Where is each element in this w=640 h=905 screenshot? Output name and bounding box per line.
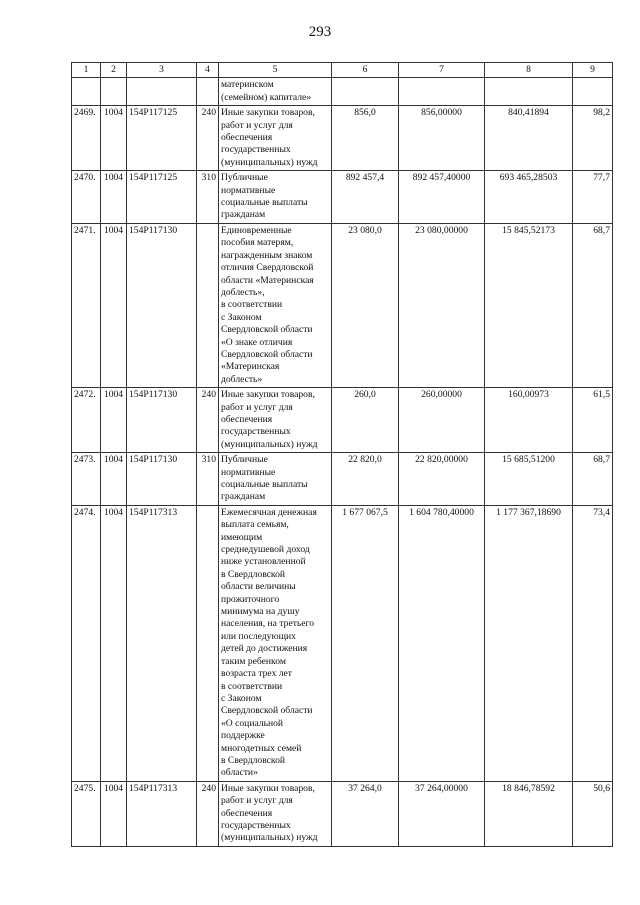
execution-percent-cell [573, 78, 613, 106]
revised-amount-text: 856,00000 [421, 107, 462, 119]
table-row [72, 388, 613, 453]
expense-type-cell [197, 106, 219, 171]
description-text: Единовременные пособия матерям, награжденным знаком отличия Свердловской области «Материнская доблесть», в соответствии с Законом Свердловской области «О знаке отличия Свердловской области «Материнская доблесть» [221, 224, 314, 385]
section-code-cell [101, 171, 127, 224]
expense-type-text: 310 [201, 454, 216, 466]
row-number-cell [72, 453, 101, 506]
planned-amount-cell [332, 505, 399, 781]
planned-amount-cell [332, 388, 399, 453]
description-cell [219, 171, 332, 224]
section-code-text: 1004 [103, 454, 124, 466]
description-cell [219, 388, 332, 453]
section-code-cell [101, 453, 127, 506]
section-code-cell [101, 505, 127, 781]
description-cell [219, 781, 332, 846]
row-number-text: 2471. [74, 224, 96, 236]
header-cell: 2 [101, 63, 127, 78]
target-article-cell [127, 388, 197, 453]
executed-amount-text: 1 177 367,18690 [496, 506, 561, 518]
revised-amount-cell [399, 453, 485, 506]
section-code-text: 1004 [103, 224, 124, 236]
expense-type-cell [197, 388, 219, 453]
planned-amount-cell [332, 781, 399, 846]
execution-percent-cell [573, 223, 613, 387]
revised-amount-text: 22 820,00000 [415, 454, 468, 466]
revised-amount-cell [399, 171, 485, 224]
description-cell [219, 106, 332, 171]
executed-amount-cell [485, 223, 573, 387]
executed-amount-cell [485, 781, 573, 846]
revised-amount-text: 260,00000 [421, 389, 462, 401]
header-cell: 5 [219, 63, 332, 78]
execution-percent-text: 77,7 [593, 172, 610, 184]
target-article-text: 154P117313 [129, 782, 178, 794]
description-text: Иные закупки товаров, работ и услуг для обеспечения государственных (муниципальных) нужд [221, 107, 318, 168]
expense-type-text: 240 [201, 782, 216, 794]
section-code-text: 1004 [103, 506, 124, 518]
table-row [72, 106, 613, 171]
table-row [72, 453, 613, 506]
page-number: 293 [308, 24, 332, 40]
row-number-cell [72, 505, 101, 781]
revised-amount-cell [399, 781, 485, 846]
planned-amount-cell [332, 223, 399, 387]
section-code-cell [101, 388, 127, 453]
section-code-text: 1004 [103, 782, 124, 794]
header-cell: 4 [197, 63, 219, 78]
revised-amount-text: 1 604 780,40000 [409, 506, 474, 518]
target-article-cell [127, 78, 197, 106]
target-article-text: 154P117125 [129, 172, 178, 184]
execution-percent-cell [573, 388, 613, 453]
header-cell: 1 [72, 63, 101, 78]
description-text: Ежемесячная денежная выплата семьям, имеющим среднедушевой доход ниже установленной в Свердловской области величины прожиточного минимума на душу населения, на третьего или последующих детей до достижения таким ребенком возраста трех лет в соответствии с Законом Свердловской области «О социальной поддержке многодетных семей в Свердловской области» [221, 506, 317, 779]
planned-amount-cell [332, 453, 399, 506]
planned-amount-cell [332, 78, 399, 106]
execution-percent-cell [573, 781, 613, 846]
table-row [72, 78, 613, 106]
section-code-text: 1004 [103, 172, 124, 184]
planned-amount-text: 23 080,0 [348, 224, 382, 236]
planned-amount-cell [332, 171, 399, 224]
row-number-text: 2469. [74, 107, 96, 119]
target-article-cell [127, 171, 197, 224]
execution-percent-cell [573, 453, 613, 506]
executed-amount-cell [485, 388, 573, 453]
description-cell [219, 223, 332, 387]
header-cell: 8 [485, 63, 573, 78]
header-cell: 6 [332, 63, 399, 78]
executed-amount-text: 15 685,51200 [502, 454, 555, 466]
expense-type-text: 240 [201, 389, 216, 401]
section-code-cell [101, 78, 127, 106]
planned-amount-text: 260,0 [354, 389, 376, 401]
table-row [72, 223, 613, 387]
execution-percent-text: 98,2 [593, 107, 610, 119]
target-article-text: 154P117313 [129, 506, 178, 518]
description-cell [219, 505, 332, 781]
section-code-cell [101, 781, 127, 846]
budget-table [71, 62, 613, 847]
target-article-text: 154P117125 [129, 107, 178, 119]
section-code-text: 1004 [103, 107, 124, 119]
target-article-cell [127, 106, 197, 171]
expense-type-text: 310 [201, 172, 216, 184]
execution-percent-cell [573, 106, 613, 171]
description-cell [219, 453, 332, 506]
target-article-cell [127, 781, 197, 846]
executed-amount-text: 18 846,78592 [502, 782, 555, 794]
revised-amount-text: 892 457,40000 [412, 172, 471, 184]
header-row [72, 63, 613, 78]
executed-amount-cell [485, 78, 573, 106]
expense-type-text: 240 [201, 107, 216, 119]
description-text: Публичные нормативные социальные выплаты гражданам [221, 454, 308, 503]
description-text: Иные закупки товаров, работ и услуг для обеспечения государственных (муниципальных) нужд [221, 782, 318, 844]
executed-amount-cell [485, 106, 573, 171]
revised-amount-cell [399, 505, 485, 781]
row-number-cell [72, 78, 101, 106]
header-cell: 7 [399, 63, 485, 78]
execution-percent-text: 61,5 [593, 389, 610, 401]
execution-percent-cell [573, 171, 613, 224]
section-code-cell [101, 106, 127, 171]
expense-type-cell [197, 78, 219, 106]
planned-amount-text: 856,0 [354, 107, 376, 119]
executed-amount-text: 693 465,28503 [499, 172, 558, 184]
row-number-cell [72, 223, 101, 387]
target-article-text: 154P117130 [129, 224, 178, 236]
table-row [72, 781, 613, 846]
row-number-text: 2472. [74, 389, 96, 401]
execution-percent-text: 73,4 [593, 506, 610, 518]
target-article-cell [127, 453, 197, 506]
row-number-text: 2470. [74, 172, 96, 184]
expense-type-cell [197, 781, 219, 846]
expense-type-cell [197, 453, 219, 506]
execution-percent-text: 50,6 [593, 782, 610, 794]
table-row [72, 171, 613, 224]
row-number-cell [72, 781, 101, 846]
target-article-cell [127, 223, 197, 387]
row-number-text: 2474. [74, 506, 96, 518]
description-cell [219, 78, 332, 106]
revised-amount-text: 23 080,00000 [415, 224, 468, 236]
header-cell: 3 [127, 63, 197, 78]
row-number-text: 2475. [74, 782, 96, 794]
table-row [72, 505, 613, 781]
expense-type-cell [197, 223, 219, 387]
description-text: Иные закупки товаров, работ и услуг для обеспечения государственных (муниципальных) нужд [221, 389, 318, 450]
executed-amount-text: 160,00973 [508, 389, 549, 401]
expense-type-cell [197, 505, 219, 781]
row-number-cell [72, 106, 101, 171]
table-body [72, 63, 613, 847]
planned-amount-cell [332, 106, 399, 171]
target-article-text: 154P117130 [129, 454, 178, 466]
execution-percent-cell [573, 505, 613, 781]
revised-amount-cell [399, 223, 485, 387]
section-code-text: 1004 [103, 389, 124, 401]
section-code-cell [101, 223, 127, 387]
executed-amount-text: 840,41894 [508, 107, 549, 119]
row-number-cell [72, 388, 101, 453]
execution-percent-text: 68,7 [593, 224, 610, 236]
executed-amount-text: 15 845,52173 [502, 224, 555, 236]
executed-amount-cell [485, 505, 573, 781]
planned-amount-text: 1 677 067,5 [342, 506, 388, 518]
planned-amount-text: 22 820,0 [348, 454, 382, 466]
executed-amount-cell [485, 453, 573, 506]
target-article-cell [127, 505, 197, 781]
row-number-cell [72, 171, 101, 224]
target-article-text: 154P117130 [129, 389, 178, 401]
expense-type-cell [197, 171, 219, 224]
revised-amount-cell [399, 388, 485, 453]
revised-amount-text: 37 264,00000 [415, 782, 468, 794]
header-cell: 9 [573, 63, 613, 78]
executed-amount-cell [485, 171, 573, 224]
description-text: материнском (семейном) капитале» [221, 79, 312, 103]
execution-percent-text: 68,7 [593, 454, 610, 466]
planned-amount-text: 892 457,4 [345, 172, 385, 184]
description-text: Публичные нормативные социальные выплаты гражданам [221, 172, 308, 221]
row-number-text: 2473. [74, 454, 96, 466]
planned-amount-text: 37 264,0 [348, 782, 382, 794]
revised-amount-cell [399, 106, 485, 171]
revised-amount-cell [399, 78, 485, 106]
